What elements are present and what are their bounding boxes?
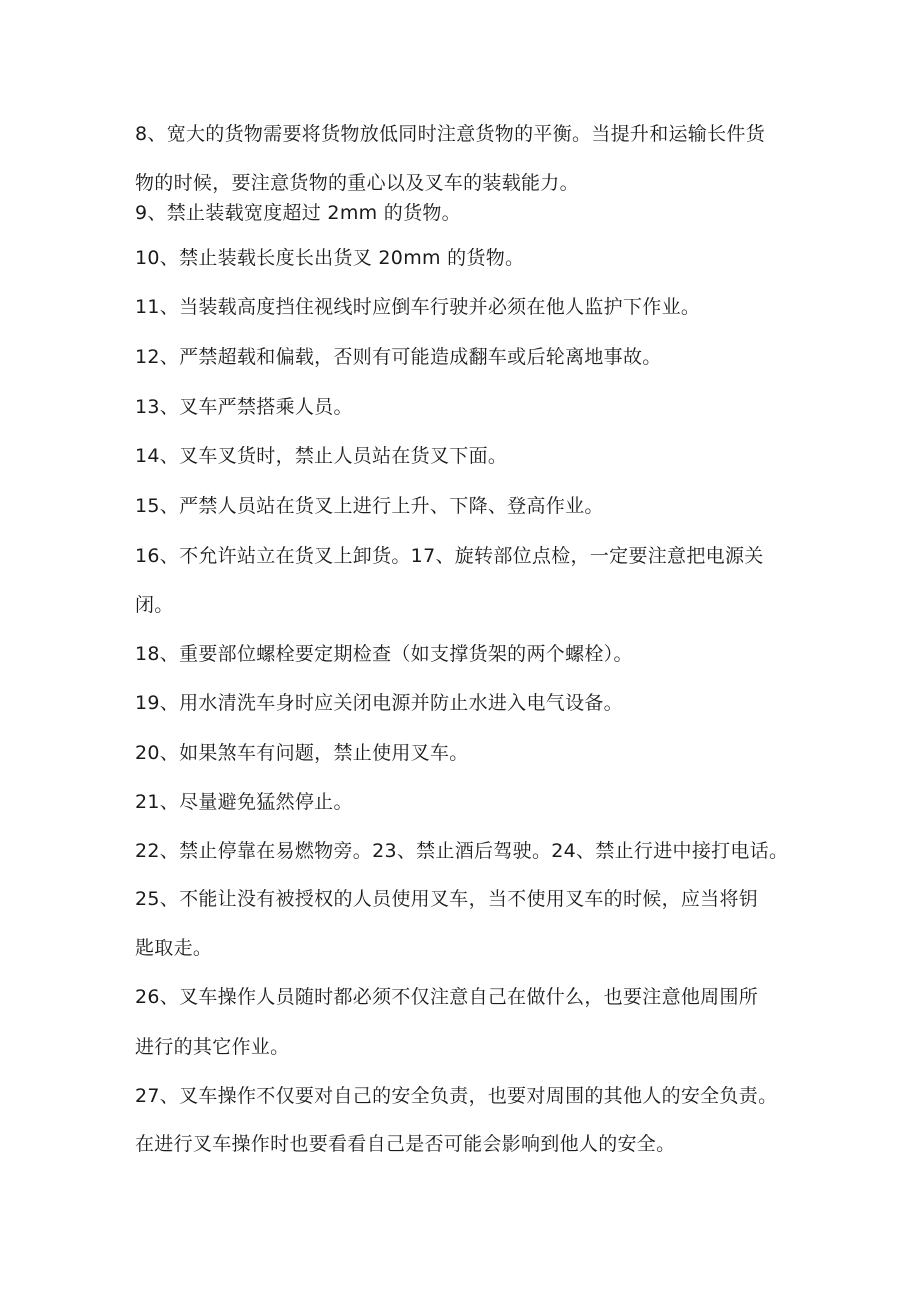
text-line: 14、叉车叉货时，禁止人员站在货叉下面。 [135,445,508,467]
text-line: 物的时候，要注意货物的重心以及叉车的装载能力。 [135,172,579,194]
text-line: 13、叉车严禁搭乘人员。 [135,396,353,418]
text-line: 11、当装载高度挡住视线时应倒车行驶并必须在他人监护下作业。 [135,296,701,318]
text-line: 22、禁止停靠在易燃物旁。23、禁止酒后驾驶。24、禁止行进中接打电话。 [135,840,789,862]
text-line: 18、重要部位螺栓要定期检查（如支撑货架的两个螺栓）。 [135,643,633,665]
text-line: 8、宽大的货物需要将货物放低同时注意货物的平衡。当提升和运输长件货 [135,123,765,145]
text-line: 20、如果煞车有问题，禁止使用叉车。 [135,742,469,764]
text-line: 12、严禁超载和偏载，否则有可能造成翻车或后轮离地事故。 [135,346,662,368]
text-line: 27、叉车操作不仅要对自己的安全负责，也要对周围的其他人的安全负责。 [135,1085,778,1107]
text-line: 19、用水清洗车身时应关闭电源并防止水进入电气设备。 [135,692,623,714]
text-line: 进行的其它作业。 [135,1036,290,1058]
text-line: 16、不允许站立在货叉上卸货。17、旋转部位点检，一定要注意把电源关 [135,545,764,567]
text-line: 25、不能让没有被授权的人员使用叉车，当不使用叉车的时候，应当将钥 [135,888,759,910]
text-line: 26、叉车操作人员随时都必须不仅注意自己在做什么，也要注意他周围所 [135,986,759,1008]
text-line: 9、禁止装载宽度超过 2mm 的货物。 [135,202,461,224]
text-line: 21、尽量避免猛然停止。 [135,791,353,813]
text-line: 在进行叉车操作时也要看看自己是否可能会影响到他人的安全。 [135,1133,676,1155]
text-line: 匙取走。 [135,937,213,959]
text-line: 10、禁止装载长度长出货叉 20mm 的货物。 [135,247,525,269]
text-line: 闭。 [135,594,174,616]
text-line: 15、严禁人员站在货叉上进行上升、下降、登高作业。 [135,495,604,517]
